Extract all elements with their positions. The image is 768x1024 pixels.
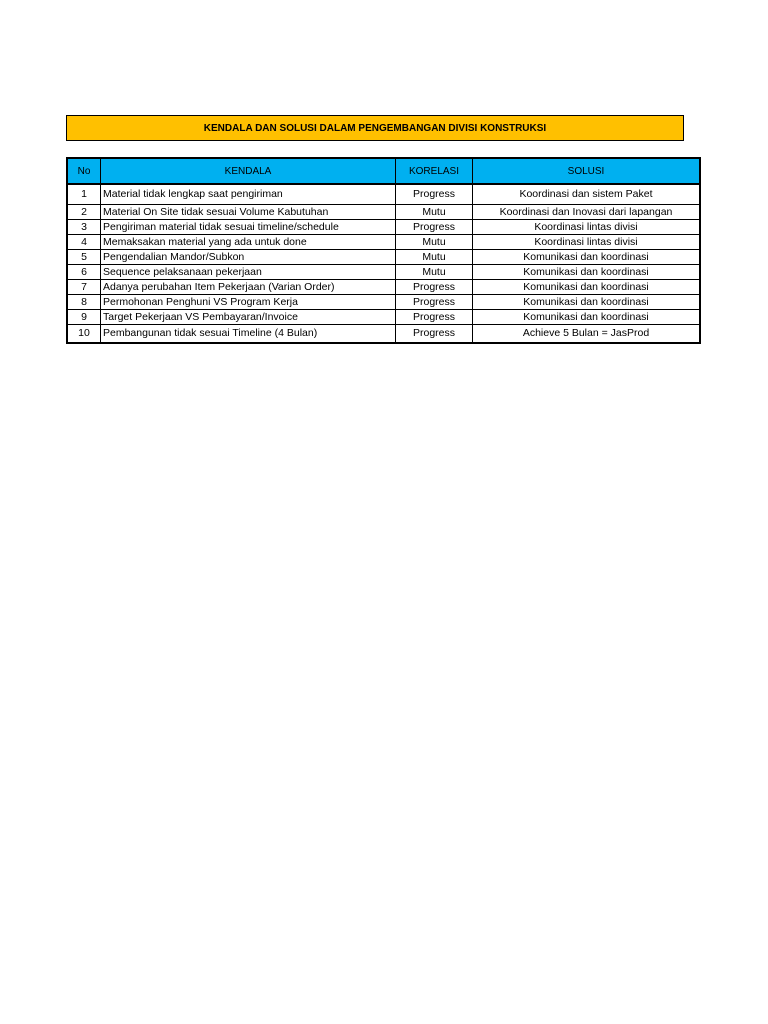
cell-no: 6 bbox=[67, 265, 101, 280]
table-row bbox=[67, 250, 700, 265]
cell-kendala: Adanya perubahan Item Pekerjaan (Varian Order) bbox=[101, 280, 396, 295]
cell-no: 7 bbox=[67, 280, 101, 295]
cell-no: 3 bbox=[67, 220, 101, 235]
cell-no: 10 bbox=[67, 325, 101, 344]
cell-kendala: Pembangunan tidak sesuai Timeline (4 Bulan) bbox=[101, 325, 396, 344]
cell-kendala: Pengiriman material tidak sesuai timeline/schedule bbox=[101, 220, 396, 235]
cell-no: 4 bbox=[67, 235, 101, 250]
cell-solusi: Komunikasi dan koordinasi bbox=[473, 250, 701, 265]
header-korelasi: KORELASI bbox=[396, 158, 473, 184]
table-body bbox=[67, 184, 700, 343]
cell-korelasi: Progress bbox=[396, 220, 473, 235]
table-row bbox=[67, 325, 700, 344]
table-row bbox=[67, 235, 700, 250]
cell-solusi: Komunikasi dan koordinasi bbox=[473, 310, 701, 325]
cell-solusi: Koordinasi lintas divisi bbox=[473, 220, 701, 235]
cell-kendala: Sequence pelaksanaan pekerjaan bbox=[101, 265, 396, 280]
cell-korelasi: Mutu bbox=[396, 205, 473, 220]
cell-solusi: Koordinasi lintas divisi bbox=[473, 235, 701, 250]
cell-solusi: Komunikasi dan koordinasi bbox=[473, 295, 701, 310]
table-row bbox=[67, 184, 700, 205]
header-kendala: KENDALA bbox=[101, 158, 396, 184]
cell-kendala: Permohonan Penghuni VS Program Kerja bbox=[101, 295, 396, 310]
header-no: No bbox=[67, 158, 101, 184]
cell-kendala: Memaksakan material yang ada untuk done bbox=[101, 235, 396, 250]
cell-korelasi: Mutu bbox=[396, 235, 473, 250]
table-row bbox=[67, 265, 700, 280]
page-title-text: KENDALA DAN SOLUSI DALAM PENGEMBANGAN DIVISI KONSTRUKSI bbox=[203, 122, 547, 134]
cell-no: 1 bbox=[67, 184, 101, 205]
table-row bbox=[67, 205, 700, 220]
table-row bbox=[67, 310, 700, 325]
cell-kendala: Material On Site tidak sesuai Volume Kabutuhan bbox=[101, 205, 396, 220]
cell-korelasi: Progress bbox=[396, 310, 473, 325]
cell-solusi: Koordinasi dan Inovasi dari lapangan bbox=[473, 205, 701, 220]
table-row bbox=[67, 295, 700, 310]
table-row bbox=[67, 280, 700, 295]
cell-korelasi: Progress bbox=[396, 325, 473, 344]
table-row bbox=[67, 220, 700, 235]
cell-korelasi: Mutu bbox=[396, 250, 473, 265]
cell-korelasi: Progress bbox=[396, 184, 473, 205]
cell-solusi: Komunikasi dan koordinasi bbox=[473, 265, 701, 280]
cell-kendala: Material tidak lengkap saat pengiriman bbox=[101, 184, 396, 205]
cell-no: 8 bbox=[67, 295, 101, 310]
header-row bbox=[67, 158, 700, 184]
header-solusi: SOLUSI bbox=[473, 158, 701, 184]
cell-no: 2 bbox=[67, 205, 101, 220]
cell-solusi: Achieve 5 Bulan = JasProd bbox=[473, 325, 701, 344]
cell-no: 5 bbox=[67, 250, 101, 265]
cell-kendala: Pengendalian Mandor/Subkon bbox=[101, 250, 396, 265]
kendala-solusi-table bbox=[66, 157, 701, 344]
cell-solusi: Koordinasi dan sistem Paket bbox=[473, 184, 701, 205]
cell-no: 9 bbox=[67, 310, 101, 325]
cell-kendala: Target Pekerjaan VS Pembayaran/Invoice bbox=[101, 310, 396, 325]
cell-solusi: Komunikasi dan koordinasi bbox=[473, 280, 701, 295]
page-title bbox=[66, 115, 684, 141]
table-header bbox=[67, 158, 700, 184]
cell-korelasi: Progress bbox=[396, 280, 473, 295]
cell-korelasi: Progress bbox=[396, 295, 473, 310]
cell-korelasi: Mutu bbox=[396, 265, 473, 280]
